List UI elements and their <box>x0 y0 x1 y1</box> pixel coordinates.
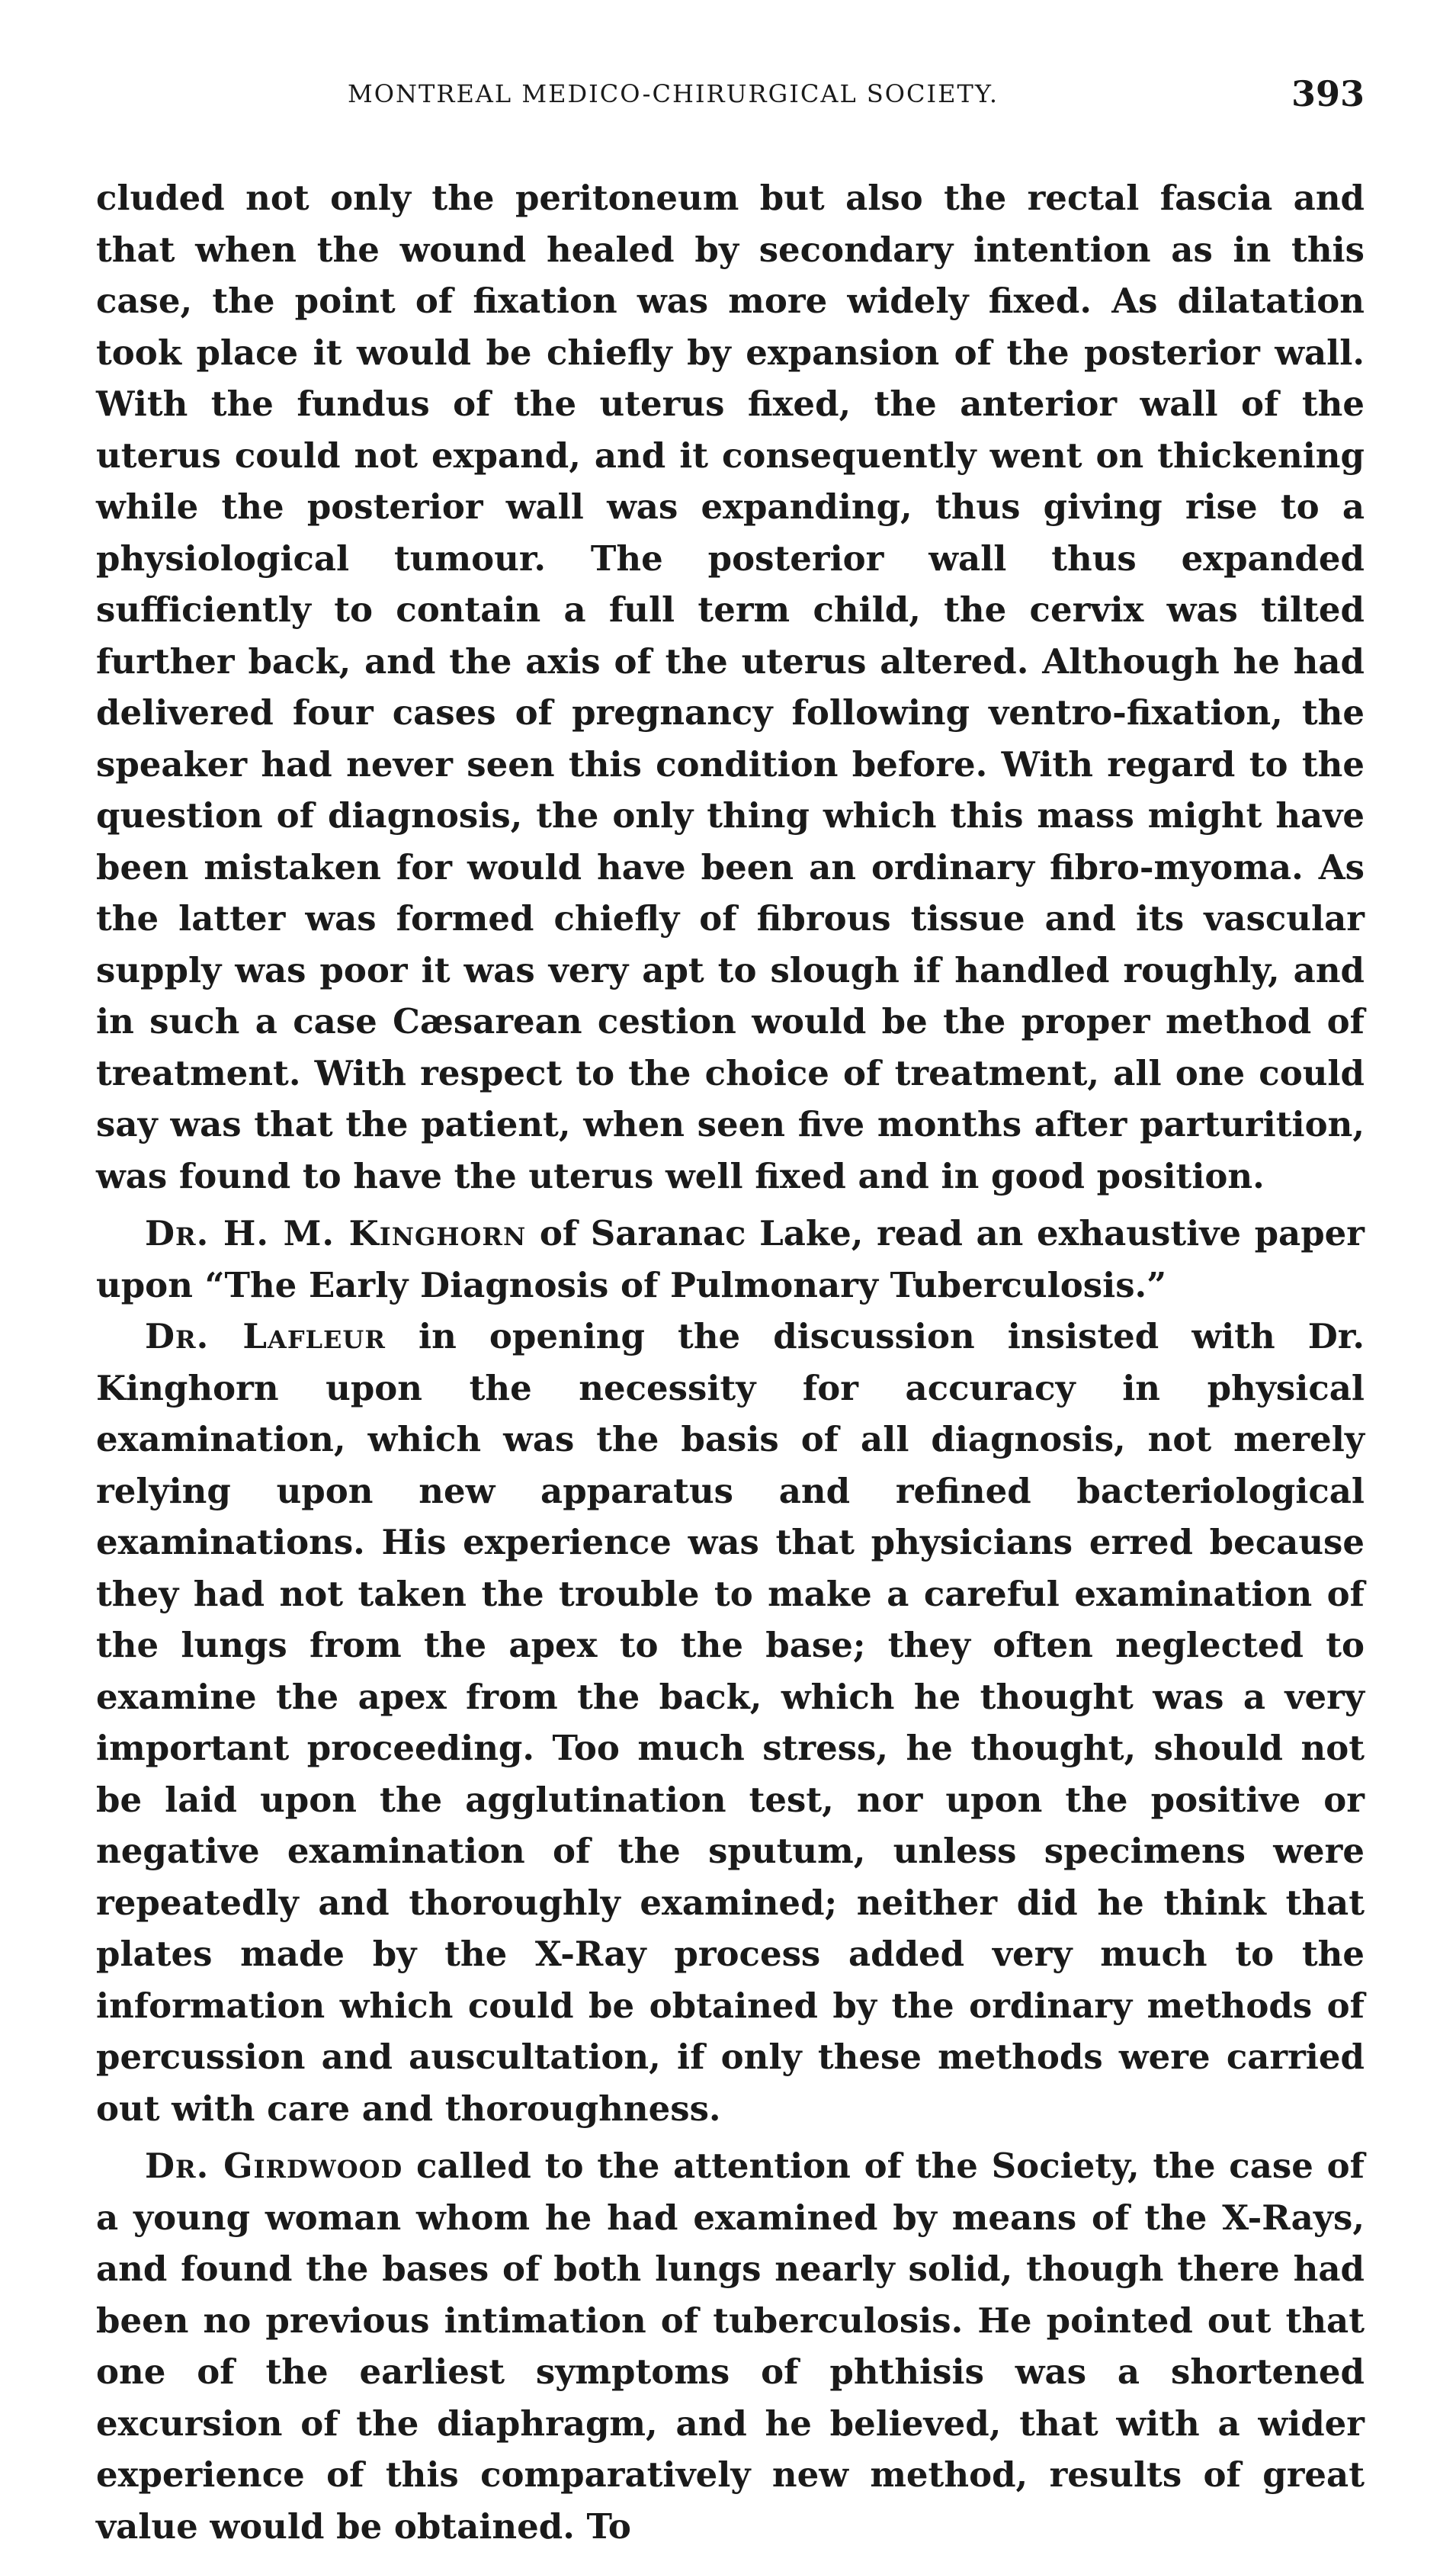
paragraph-text: in opening the discussion insisted with Dr. Kinghorn upon the necessity for accuracy in physical examination, which was the basis of all diagnosis, not merely relying upon new apparatus and refined bacteriological examinations. His experience was that physicians erred because they had not taken the trouble to make a careful examination of the lungs from the apex to the base; they often neglected to examine the apex from the back, which he thought was a very important proceeding. Too much stress, he thought, should not be laid upon the agglutination test, nor upon the positive or negative examination of the sputum, unless specimens were repeatedly and thoroughly examined; neither did he think that plates made by the X-Ray process added very much to the information which could be obtained by the ordinary methods of percussion and auscultation, if only these methods were carried out with care and thoroughness. <box>96 1316 1365 2129</box>
running-title: MONTREAL MEDICO-CHIRURGICAL SOCIETY. <box>348 79 999 108</box>
paragraph <box>96 1208 1365 1311</box>
paragraph <box>96 1311 1365 2134</box>
speaker-name: Dr. H. M. Kinghorn <box>145 1213 527 1254</box>
paragraph-text: called to the attention of the Society, the case of a young woman whom he had examined by means of the X-Rays, and found the bases of both lungs nearly solid, though there had been no previous intimation of tuberculosis. He pointed out that one of the earliest symptoms of phthisis was a shortened excursion of the diaphragm, and he believed, that with a wider experience of this comparatively new method, results of great value would be obtained. To <box>96 2146 1365 2547</box>
page-number: 393 <box>1291 73 1365 114</box>
paragraph-text: of Saranac Lake, read an exhaustive paper upon “The Early Diagnosis of Pulmonary Tuberculosis.” <box>96 1213 1365 1305</box>
paragraph <box>96 172 1365 1202</box>
paragraph-text: cluded not only the peritoneum but also the rectal fascia and that when the wound healed by secondary intention as in this case, the point of fixation was more widely fixed. As dilatation took place it would be chiefly by expansion of the posterior wall. With the fundus of the uterus fixed, the anterior wall of the uterus could not expand, and it consequently went on thickening while the posterior wall was expanding, thus giving rise to a physiological tumour. The posterior wall thus expanded sufficiently to contain a full term child, the cervix was tilted further back, and the axis of the uterus altered. Although he had delivered four cases of pregnancy following ventro-fixation, the speaker had never seen this condition before. With regard to the question of diagnosis, the only thing which this mass might have been mistaken for would have been an ordinary fibro-myoma. As the latter was formed chiefly of fibrous tissue and its vascular supply was poor it was very apt to slough if handled roughly, and in such a case Cæsarean cestion would be the proper method of treatment. With respect to the choice of treatment, all one could say was that the patient, when seen five months after parturition, was found to have the uterus well fixed and in good position. <box>96 178 1365 1196</box>
paragraph <box>96 2140 1365 2552</box>
document-page <box>96 73 1365 2552</box>
page-header <box>96 73 1365 127</box>
speaker-name: Dr. Girdwood <box>145 2146 403 2186</box>
speaker-name: Dr. Lafleur <box>145 1316 386 1356</box>
body-text <box>96 172 1365 2552</box>
